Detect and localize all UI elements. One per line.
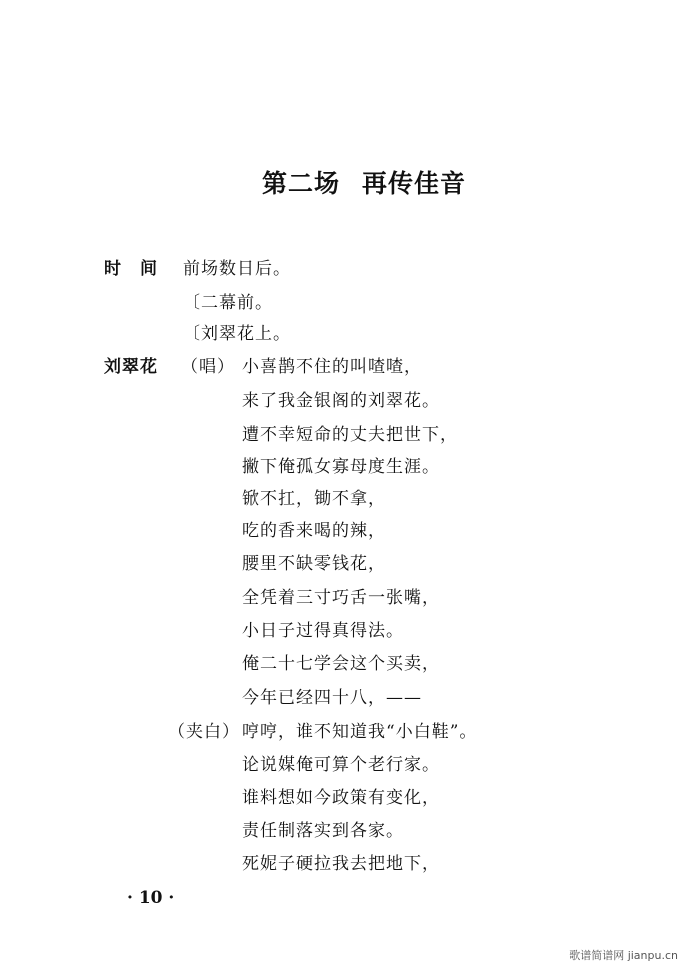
lyric-line-6: 吃的香来喝的辣， — [242, 521, 386, 541]
lyric-line-14: 谁料想如今政策有变化， — [242, 788, 440, 808]
aside-tag: （夹白） — [168, 722, 240, 742]
lyric-line-2: 来了我金银阁的刘翠花。 — [242, 391, 440, 411]
lyric-line-3: 遭不幸短命的丈夫把世下， — [242, 425, 458, 445]
lyric-line-1: 小喜鹊不住的叫喳喳， — [242, 357, 422, 377]
time-label: 时 间 — [104, 259, 158, 279]
lyric-line-12: 哼哼，谁不知道我“小白鞋”。 — [242, 722, 478, 742]
lyric-line-9: 小日子过得真得法。 — [242, 621, 404, 641]
time-text: 前场数日后。 — [183, 259, 291, 279]
page-number: · 10 · — [127, 888, 175, 908]
stage-direction-2: 〔刘翠花上。 — [183, 324, 291, 344]
speaker-name: 刘翠花 — [104, 357, 158, 377]
scene-number: 第二场 — [262, 169, 341, 198]
lyric-line-16: 死妮子硬拉我去把地下， — [242, 854, 440, 874]
scene-title — [262, 164, 466, 200]
lyric-line-7: 腰里不缺零钱花， — [242, 554, 386, 574]
lyric-line-8: 全凭着三寸巧舌一张嘴， — [242, 588, 440, 608]
lyric-line-4: 撇下俺孤女寡母度生涯。 — [242, 457, 440, 477]
scene-name: 再传佳音 — [362, 169, 467, 198]
lyric-line-13: 论说媒俺可算个老行家。 — [242, 755, 440, 775]
stage-direction-1: 〔二幕前。 — [183, 293, 273, 313]
lyric-line-5: 锨不扛，锄不拿， — [242, 489, 386, 509]
lyric-line-15: 责任制落实到各家。 — [242, 821, 404, 841]
sing-tag: （唱） — [181, 357, 235, 377]
lyric-line-11: 今年已经四十八，—— — [242, 688, 422, 708]
watermark: 歌谱简谱网 jianpu.cn — [569, 949, 678, 962]
lyric-line-10: 俺二十七学会这个买卖， — [242, 654, 440, 674]
